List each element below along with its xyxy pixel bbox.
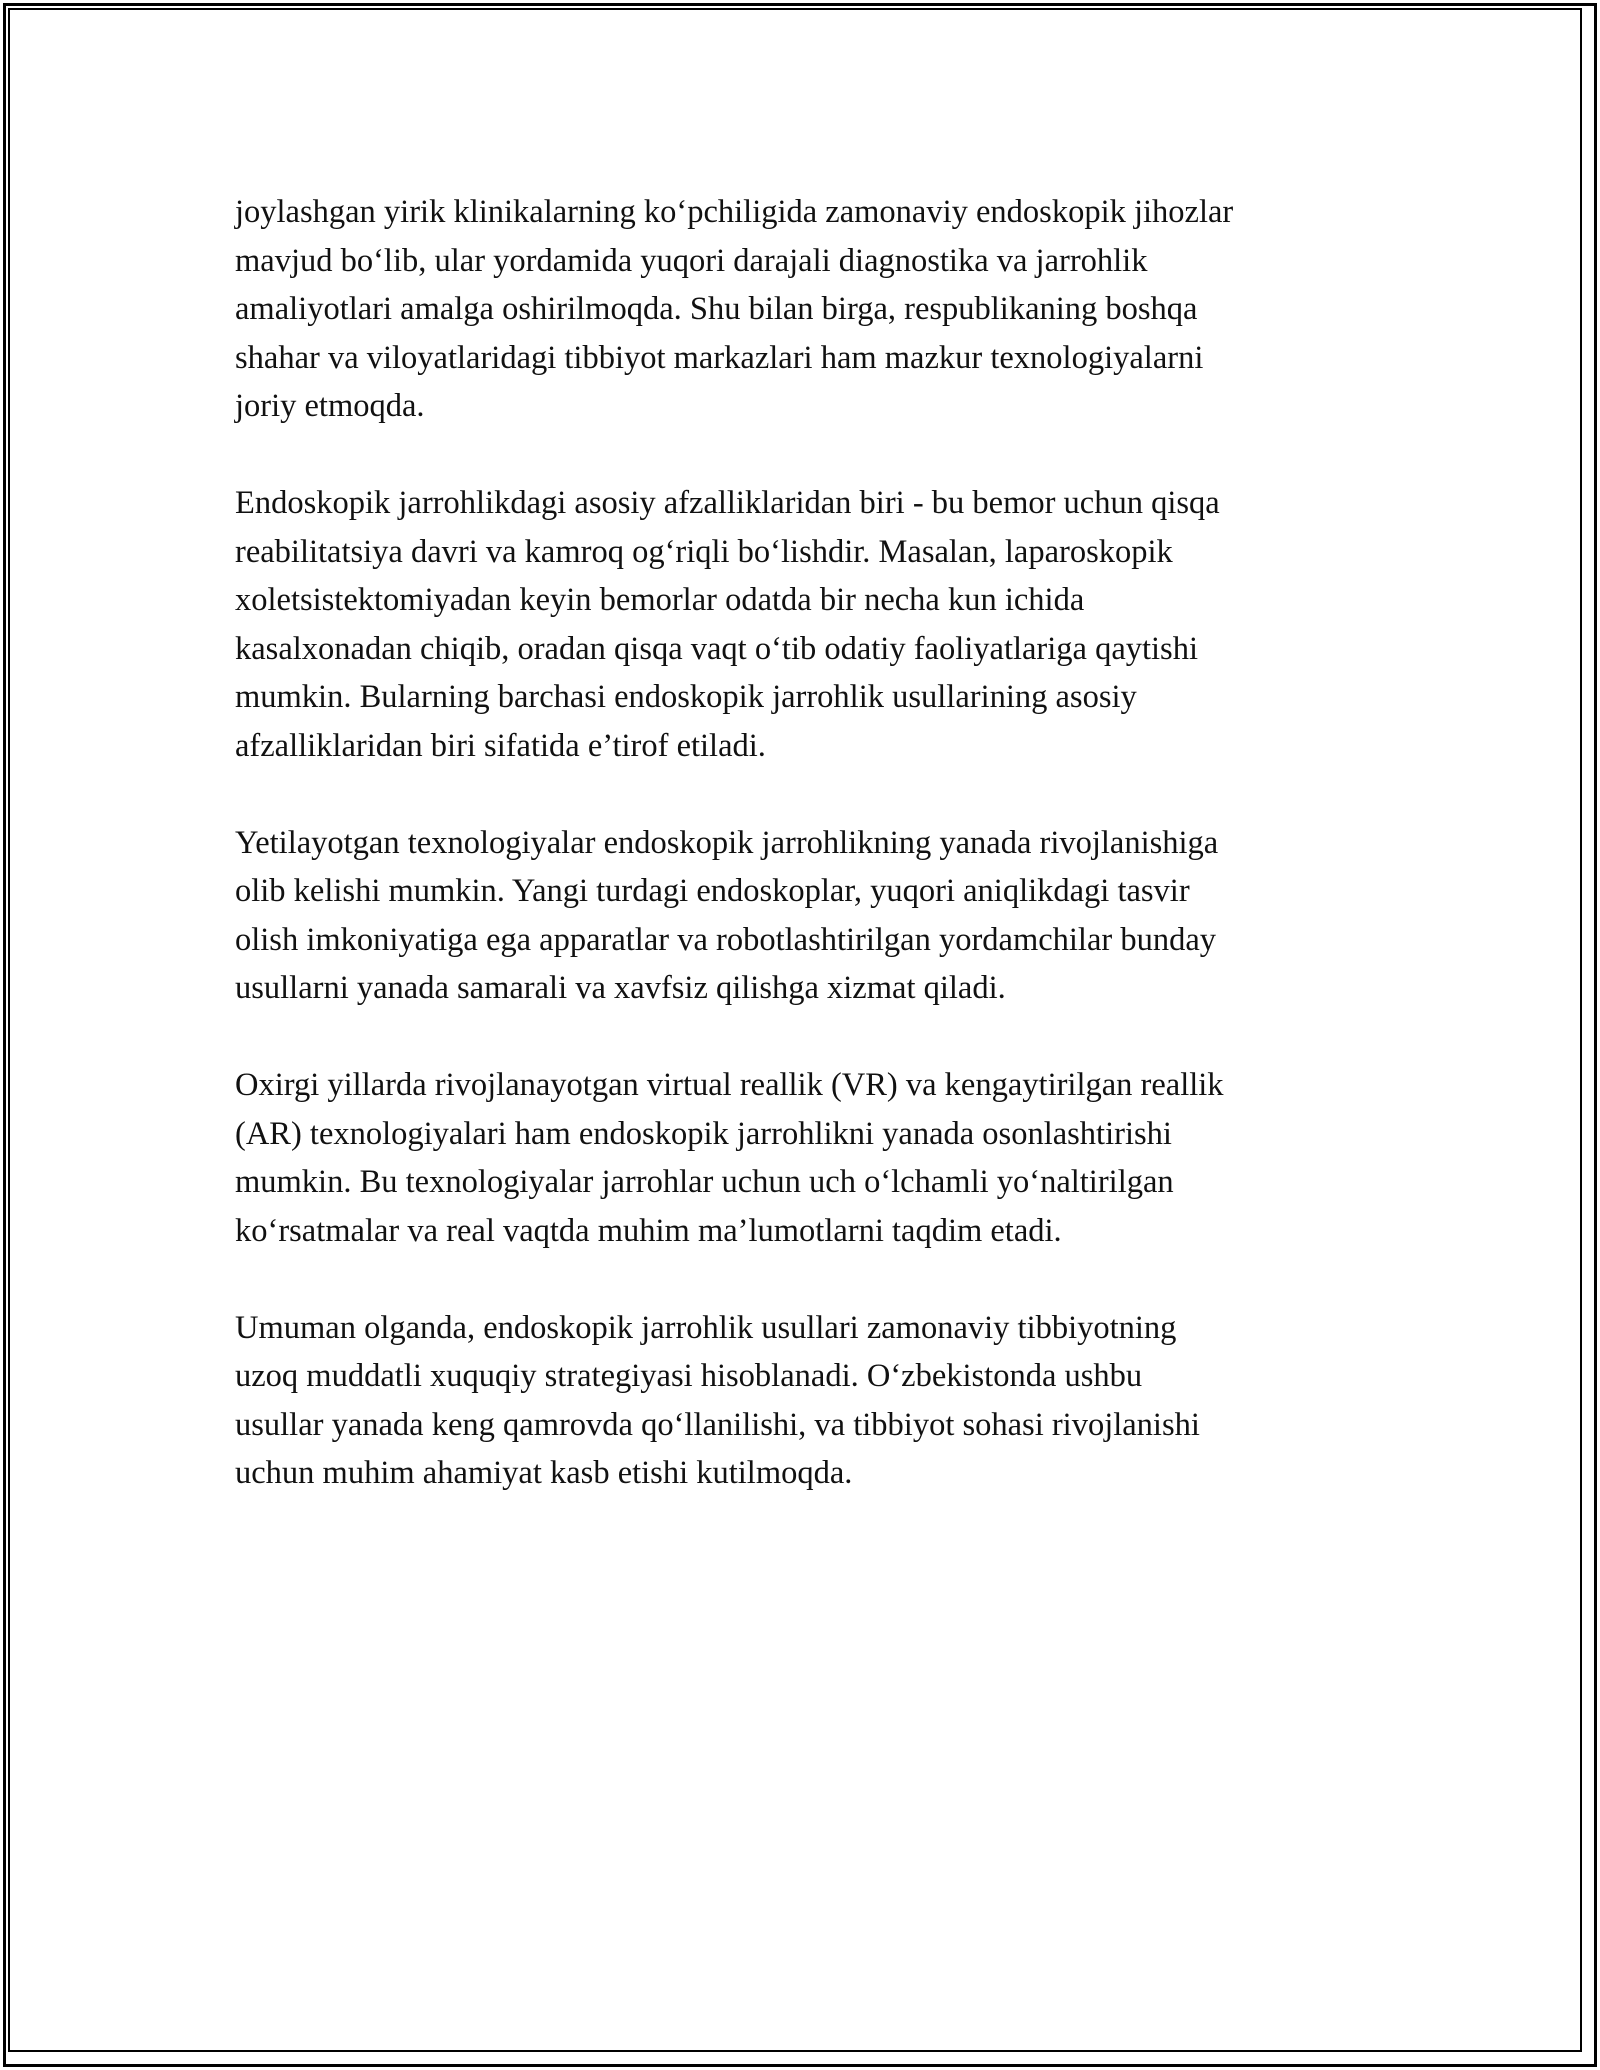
text-line: olib kelishi mumkin. Yangi turdagi endoskoplar, yuqori aniqlikdagi tasvir	[235, 873, 1190, 909]
text-line: uzoq muddatli xuquqiy strategiyasi hisoblanadi. O‘zbekistonda ushbu	[235, 1358, 1143, 1394]
text-line: afzalliklaridan biri sifatida e’tirof etiladi.	[235, 727, 766, 764]
text-line: Yetilayotgan texnologiyalar endoskopik jarrohlikning yanada rivojlanishiga	[235, 824, 1219, 861]
text-line: Endoskopik jarrohlikdagi asosiy afzalliklaridan biri - bu bemor uchun qisqa	[235, 485, 1220, 521]
paragraph-1	[235, 188, 1395, 431]
text-line: ko‘rsatmalar va real vaqtda muhim ma’lumotlarni taqdim etadi.	[235, 1212, 1062, 1249]
text-line: Oxirgi yillarda rivojlanayotgan virtual reallik (VR) va kengaytirilgan reallik	[235, 1067, 1224, 1103]
text-line: amaliyotlari amalga oshirilmoqda. Shu bilan birga, respublikaning boshqa	[235, 291, 1198, 327]
text-line: uchun muhim ahamiyat kasb etishi kutilmoqda.	[235, 1455, 853, 1491]
text-line: (AR) texnologiyalari ham endoskopik jarrohlikni yanada osonlashtirishi	[235, 1115, 1172, 1152]
text-line: mavjud bo‘lib, ular yordamida yuqori darajali diagnostika va jarrohlik	[235, 242, 1148, 279]
text-line: usullarni yanada samarali va xavfsiz qilishga xizmat qiladi.	[235, 970, 1006, 1006]
text-line: shahar va viloyatlaridagi tibbiyot markazlari ham mazkur texnologiyalarni	[235, 339, 1204, 376]
text-line: olish imkoniyatiga ega apparatlar va robotlashtirilgan yordamchilar bunday	[235, 921, 1217, 958]
text-line: kasalxonadan chiqib, oradan qisqa vaqt o‘tib odatiy faoliyatlariga qaytishi	[235, 630, 1198, 667]
text-line: mumkin. Bu texnologiyalar jarrohlar uchun uch o‘lchamli yo‘naltirilgan	[235, 1164, 1174, 1200]
text-line: joylashgan yirik klinikalarning ko‘pchiligida zamonaviy endoskopik jihozlar	[235, 194, 1234, 230]
text-line: joriy etmoqda.	[235, 388, 425, 424]
paragraph-3	[235, 819, 1395, 1013]
paragraph-2	[235, 479, 1395, 770]
text-line: usullar yanada keng qamrovda qo‘llanilishi, va tibbiyot sohasi rivojlanishi	[235, 1406, 1200, 1443]
paragraph-5	[235, 1304, 1395, 1498]
text-line: xoletsistektomiyadan keyin bemorlar odatda bir necha kun ichida	[235, 582, 1085, 618]
text-line: Umuman olganda, endoskopik jarrohlik usullari zamonaviy tibbiyotning	[235, 1309, 1177, 1346]
paragraph-4	[235, 1061, 1395, 1255]
text-line: mumkin. Bularning barchasi endoskopik jarrohlik usullarining asosiy	[235, 679, 1137, 715]
document-body	[235, 188, 1395, 1546]
text-line: reabilitatsiya davri va kamroq og‘riqli bo‘lishdir. Masalan, laparoskopik	[235, 533, 1173, 570]
